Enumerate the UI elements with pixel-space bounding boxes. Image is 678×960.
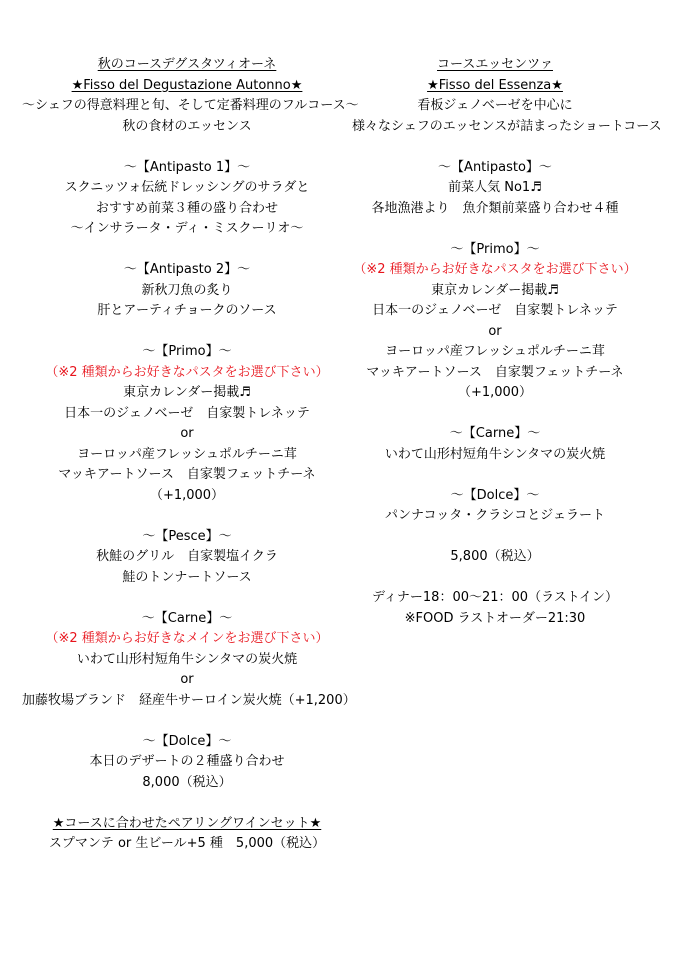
- menu-item: 加藤牧場ブランド 経産牛サーロイン炭火焼（+1,200）: [22, 692, 356, 708]
- menu-item: ～インサラータ・ディ・ミスクーリオ～: [70, 221, 304, 236]
- carne-heading: ～【Carne】～: [141, 610, 233, 626]
- primo-heading: ～【Primo】～: [450, 241, 540, 257]
- carne-choice-note: （※2 種類からお好きなメインをお選び下さい）: [45, 631, 329, 646]
- autumn-course-column: [22, 55, 359, 855]
- menu-item: 東京カレンダー掲載♬: [123, 385, 251, 400]
- menu-item: 前菜人気 No1♬: [448, 180, 542, 195]
- primo-choice-note: （※2 種類からお好きなパスタをお選び下さい）: [353, 262, 637, 277]
- dolce-heading: ～【Dolce】～: [450, 487, 540, 503]
- course-description: ～シェフの得意料理と旬、そして定番料理のフルコース～: [22, 98, 359, 113]
- course-name: ★Fisso del Essenza★: [427, 77, 563, 93]
- menu-item: パンナコッタ・クラシコとジェラート: [385, 508, 605, 523]
- dinner-hours: ディナー18：00～21：00（ラストイン）: [371, 590, 619, 605]
- menu-item: 秋鮭のグリル 自家製塩イクラ: [96, 549, 278, 564]
- course-price: 8,000（税込）: [142, 774, 232, 790]
- antipasto2-heading: ～【Antipasto 2】～: [123, 262, 251, 277]
- course-title: コースエッセンツァ: [437, 57, 553, 72]
- menu-item: スクニッツォ伝統ドレッシングのサラダと: [64, 180, 310, 195]
- pesce-heading: ～【Pesce】～: [142, 528, 232, 544]
- wine-pairing-detail: スプマンテ or 生ビール+5 種 5,000（税込）: [48, 836, 326, 851]
- course-price: 5,800（税込）: [450, 549, 540, 564]
- or-separator: or: [180, 672, 194, 687]
- menu-item: 鮭のトンナートソース: [122, 569, 252, 585]
- menu-item: 本日のデザートの２種盛り合わせ: [89, 754, 285, 769]
- course-description: 看板ジェノベーゼを中心に: [417, 98, 573, 113]
- or-separator: or: [488, 323, 502, 339]
- course-title: 秋のコースデグスタツィオーネ: [97, 57, 277, 72]
- menu-item: マッキアートソース 自家製フェットチーネ: [58, 467, 316, 482]
- course-subtitle: 秋の食材のエッセンス: [122, 118, 252, 134]
- surcharge: （+1,000）: [457, 385, 533, 400]
- surcharge: （+1,000）: [149, 487, 225, 503]
- antipasto-heading: ～【Antipasto】～: [438, 159, 552, 175]
- wine-pairing-title: ★コースに合わせたペアリングワインセット★: [52, 815, 322, 831]
- course-subtitle: 様々なシェフのエッセンスが詰まったショートコース: [352, 118, 662, 134]
- menu-item: 新秋刀魚の炙り: [141, 282, 233, 298]
- primo-heading: ～【Primo】～: [142, 344, 232, 359]
- menu-item: いわて山形村短角牛シンタマの炭火焼: [76, 651, 298, 667]
- essenza-course-column: [352, 55, 662, 629]
- menu-item: ヨーロッパ産フレッシュポルチーニ茸: [385, 344, 605, 359]
- menu-item: 各地漁港より 魚介類前菜盛り合わせ４種: [371, 200, 619, 216]
- menu-item: 東京カレンダー掲載♬: [431, 282, 559, 298]
- last-order-notice: ※FOOD ラストオーダー21:30: [404, 610, 586, 626]
- carne-heading: ～【Carne】～: [449, 426, 541, 441]
- menu-item: いわて山形村短角牛シンタマの炭火焼: [384, 446, 606, 462]
- antipasto1-heading: ～【Antipasto 1】～: [123, 159, 251, 175]
- menu-item: 日本一のジェノベーゼ 自家製トレネッテ: [64, 405, 310, 421]
- menu-item: 日本一のジェノベーゼ 自家製トレネッテ: [372, 303, 618, 318]
- or-separator: or: [180, 426, 194, 441]
- primo-choice-note: （※2 種類からお好きなパスタをお選び下さい）: [45, 364, 329, 380]
- course-name: ★Fisso del Degustazione Autonno★: [71, 77, 303, 93]
- dolce-heading: ～【Dolce】～: [142, 733, 232, 749]
- menu-item: ヨーロッパ産フレッシュポルチーニ茸: [77, 446, 297, 462]
- menu-item: マッキアートソース 自家製フェットチーネ: [366, 364, 624, 380]
- menu-item: おすすめ前菜３種の盛り合わせ: [95, 200, 279, 216]
- menu-item: 肝とアーティチョークのソース: [97, 303, 277, 318]
